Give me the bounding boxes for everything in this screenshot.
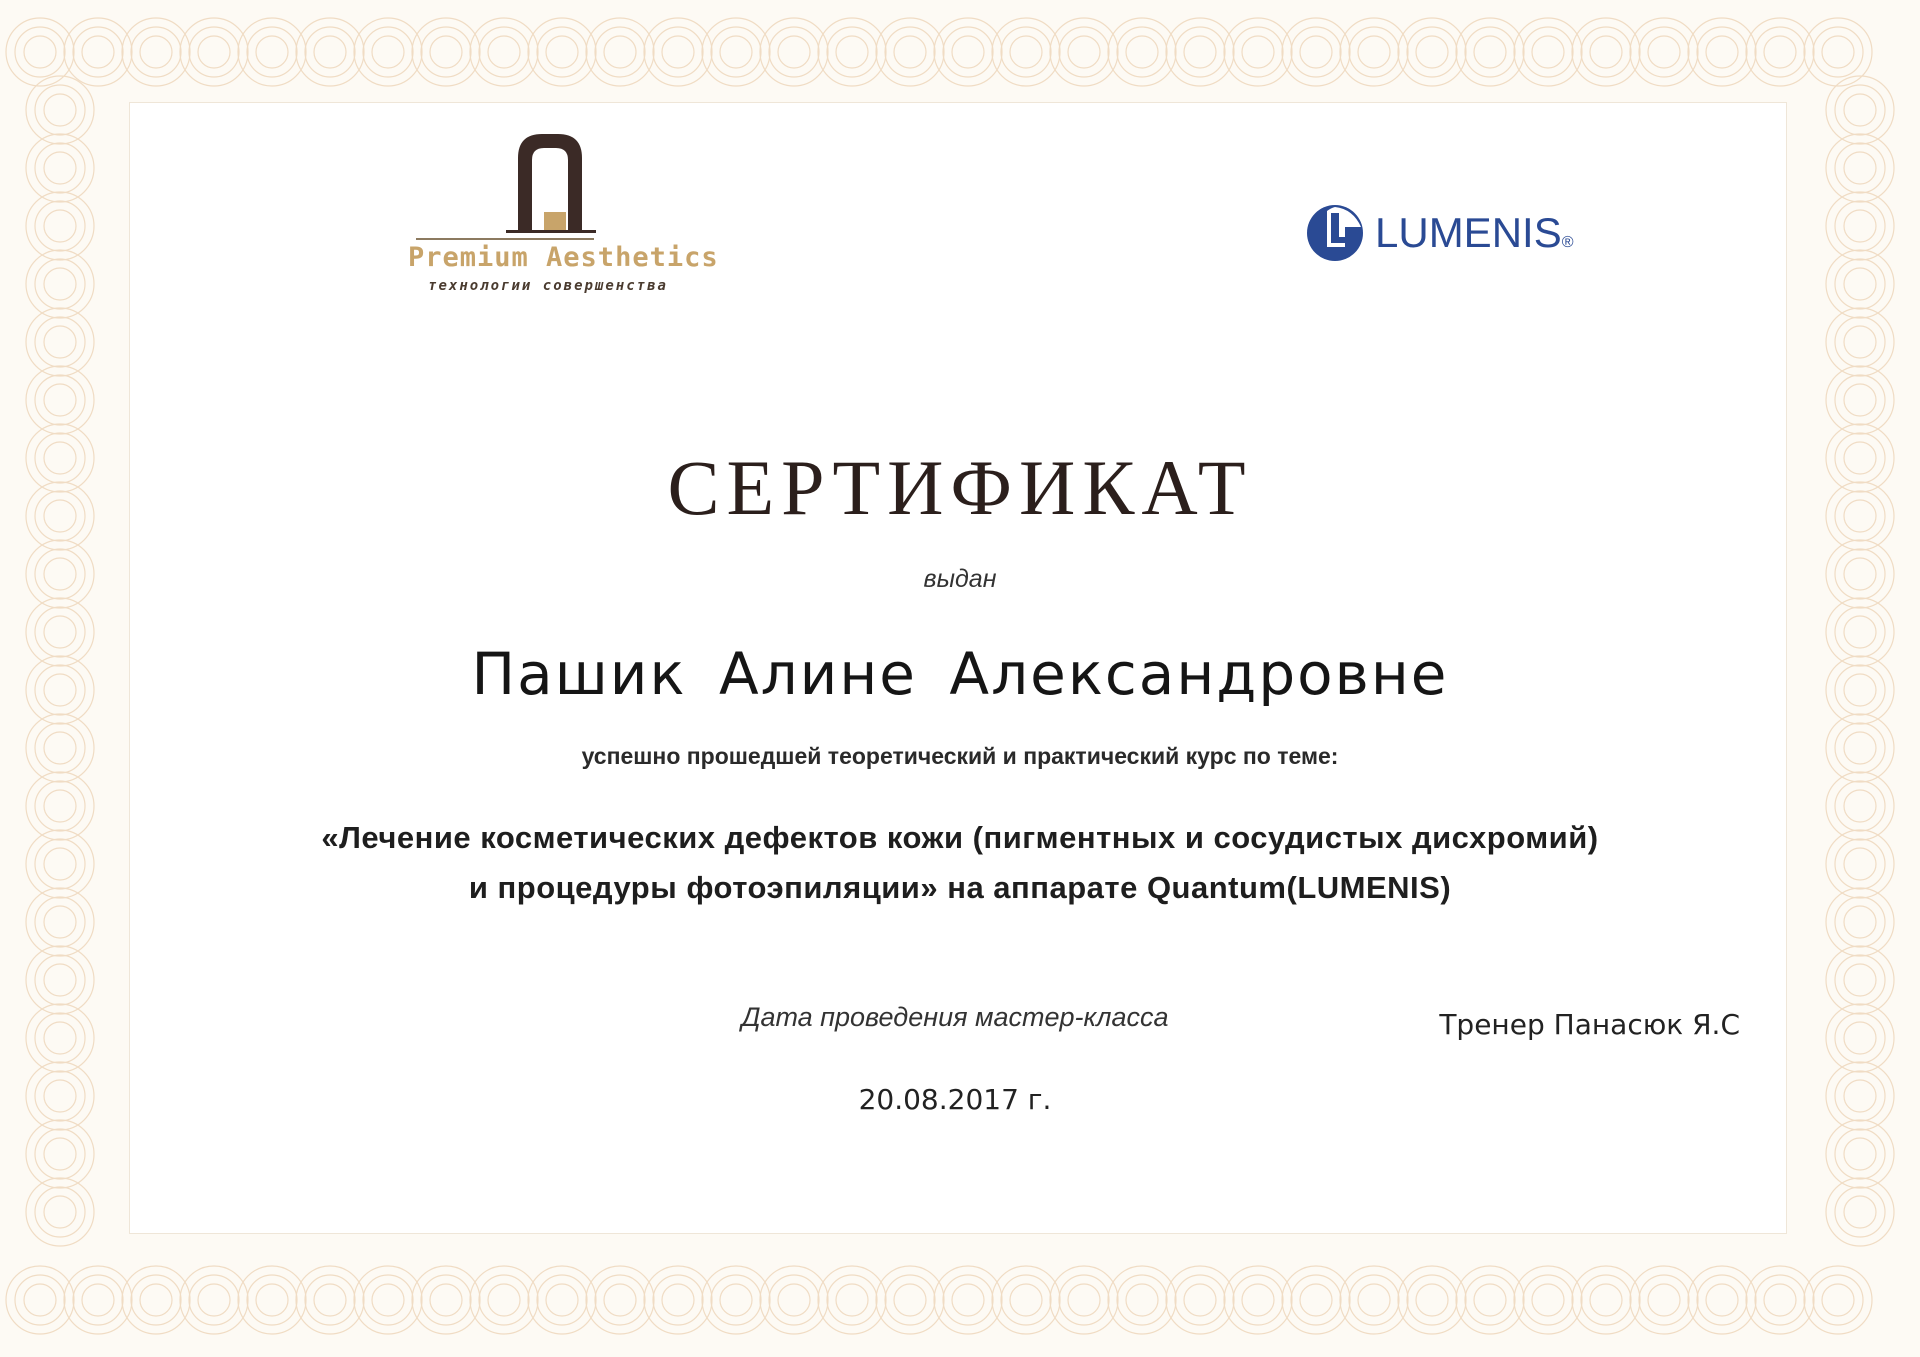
border-ornament xyxy=(82,1284,114,1316)
border-ornament xyxy=(35,317,85,367)
border-ornament xyxy=(35,1071,85,1121)
border-ornament xyxy=(1117,27,1167,77)
border-ornament xyxy=(430,36,462,68)
border-ornament xyxy=(885,27,935,77)
border-ornament xyxy=(1532,36,1564,68)
lumenis-name: LUMENIS xyxy=(1375,209,1562,256)
border-ornament xyxy=(488,36,520,68)
border-ornament xyxy=(1581,27,1631,77)
border-ornament xyxy=(73,1275,123,1325)
border-ornament xyxy=(1059,1275,1109,1325)
border-ornament xyxy=(35,1013,85,1063)
border-ornament xyxy=(943,1275,993,1325)
border-ornament xyxy=(430,1284,462,1316)
border-ornament xyxy=(1068,36,1100,68)
border-ornament xyxy=(44,1080,76,1112)
lumenis-wordmark xyxy=(1375,209,1574,257)
border-ornament xyxy=(1639,27,1689,77)
border-ornament xyxy=(1001,1275,1051,1325)
border-ornament xyxy=(1844,790,1876,822)
border-ornament xyxy=(189,27,239,77)
border-ornament xyxy=(1835,201,1885,251)
border-ornament xyxy=(885,1275,935,1325)
course-topic-line-2: и процедуры фотоэпиляции» на аппарате Quantum(LUMENIS) xyxy=(468,870,1452,905)
border-ornament xyxy=(1835,85,1885,135)
border-ornament xyxy=(35,1187,85,1237)
border-ornament xyxy=(769,27,819,77)
border-ornament xyxy=(1835,1187,1885,1237)
border-ornament xyxy=(1835,317,1885,367)
border-ornament xyxy=(1844,210,1876,242)
border-ornament xyxy=(1697,27,1747,77)
border-ornament xyxy=(1706,1284,1738,1316)
border-ornament xyxy=(1242,1284,1274,1316)
border-ornament xyxy=(894,1284,926,1316)
border-ornament xyxy=(537,1275,587,1325)
border-ornament xyxy=(1844,152,1876,184)
border-ornament xyxy=(35,1129,85,1179)
border-ornament xyxy=(44,94,76,126)
border-ornament xyxy=(1242,36,1274,68)
border-ornament xyxy=(140,36,172,68)
border-ornament xyxy=(1835,1071,1885,1121)
border-ornament xyxy=(479,27,529,77)
border-ornament xyxy=(421,1275,471,1325)
border-ornament xyxy=(1126,1284,1158,1316)
border-ornament xyxy=(44,964,76,996)
border-ornament xyxy=(952,36,984,68)
border-ornament xyxy=(35,375,85,425)
border-ornament xyxy=(1300,36,1332,68)
border-ornament xyxy=(1465,27,1515,77)
border-ornament xyxy=(1474,36,1506,68)
border-ornament xyxy=(131,27,181,77)
border-ornament xyxy=(189,1275,239,1325)
border-ornament xyxy=(1835,375,1885,425)
border-ornament xyxy=(1184,36,1216,68)
border-ornament xyxy=(1844,1022,1876,1054)
border-ornament xyxy=(305,27,355,77)
masterclass-date-label: Дата проведения мастер-класса xyxy=(741,1002,1169,1032)
issued-label: выдан xyxy=(923,565,997,593)
border-ornament xyxy=(1126,36,1158,68)
border-ornament xyxy=(827,1275,877,1325)
recipient-name: Пашик Алине Александровне xyxy=(471,640,1449,708)
border-ornament xyxy=(479,1275,529,1325)
border-ornament xyxy=(662,36,694,68)
border-ornament xyxy=(778,1284,810,1316)
border-ornament xyxy=(1590,1284,1622,1316)
border-ornament xyxy=(1844,906,1876,938)
border-ornament xyxy=(1844,384,1876,416)
border-ornament xyxy=(44,326,76,358)
border-ornament xyxy=(1175,27,1225,77)
border-ornament xyxy=(1648,1284,1680,1316)
premium-aesthetics-tagline: технологии совершенства xyxy=(428,278,668,294)
border-ornament xyxy=(1844,326,1876,358)
border-ornament xyxy=(256,1284,288,1316)
border-ornament xyxy=(314,1284,346,1316)
border-ornament xyxy=(1813,27,1863,77)
border-ornament xyxy=(198,1284,230,1316)
border-ornament xyxy=(35,201,85,251)
border-ornament xyxy=(1835,259,1885,309)
border-ornament xyxy=(894,36,926,68)
border-ornament xyxy=(1523,27,1573,77)
border-ornament xyxy=(1844,268,1876,300)
border-ornament xyxy=(1059,27,1109,77)
course-intro-text: успешно прошедшей теоретический и практический курс по теме: xyxy=(581,743,1339,769)
premium-aesthetics-logo xyxy=(408,130,719,300)
border-ornament xyxy=(15,27,65,77)
border-ornament xyxy=(1349,1275,1399,1325)
border-ornament xyxy=(44,152,76,184)
border-ornament xyxy=(720,36,752,68)
border-ornament xyxy=(1532,1284,1564,1316)
registered-mark: ® xyxy=(1561,234,1574,251)
trainer-name: Тренер Панасюк Я.С xyxy=(1439,1008,1740,1041)
border-ornament xyxy=(1648,36,1680,68)
border-ornament xyxy=(1755,27,1805,77)
border-ornament xyxy=(1835,1129,1885,1179)
border-ornament xyxy=(35,259,85,309)
border-ornament xyxy=(653,1275,703,1325)
border-ornament xyxy=(711,1275,761,1325)
border-ornament xyxy=(256,36,288,68)
border-ornament xyxy=(537,27,587,77)
border-ornament xyxy=(1590,36,1622,68)
border-ornament xyxy=(1349,27,1399,77)
border-ornament xyxy=(952,1284,984,1316)
border-ornament xyxy=(24,36,56,68)
border-ornament xyxy=(1523,1275,1573,1325)
border-ornament xyxy=(1835,955,1885,1005)
border-ornament xyxy=(372,1284,404,1316)
border-ornament xyxy=(1813,1275,1863,1325)
border-ornament xyxy=(363,1275,413,1325)
border-ornament xyxy=(1233,1275,1283,1325)
border-ornament xyxy=(1474,1284,1506,1316)
border-ornament xyxy=(1184,1284,1216,1316)
course-topic-line-1: «Лечение косметических дефектов кожи (пигментных и сосудистых дисхромий) xyxy=(321,820,1599,855)
border-ornament xyxy=(1706,36,1738,68)
border-ornament xyxy=(1844,1138,1876,1170)
border-ornament xyxy=(1358,36,1390,68)
border-ornament xyxy=(546,36,578,68)
border-ornament xyxy=(372,36,404,68)
premium-aesthetics-monogram-icon xyxy=(408,130,688,240)
border-ornament xyxy=(1358,1284,1390,1316)
border-ornament xyxy=(35,143,85,193)
border-ornament xyxy=(604,1284,636,1316)
border-ornament xyxy=(247,1275,297,1325)
border-ornament xyxy=(1764,1284,1796,1316)
border-ornament xyxy=(1291,27,1341,77)
border-ornament xyxy=(1407,27,1457,77)
border-ornament xyxy=(198,36,230,68)
border-ornament xyxy=(421,27,471,77)
border-ornament xyxy=(314,36,346,68)
border-ornament xyxy=(1844,1196,1876,1228)
border-ornament xyxy=(82,36,114,68)
lumenis-logo xyxy=(1305,203,1615,263)
masterclass-date-value: 20.08.2017 г. xyxy=(858,1083,1052,1116)
border-ornament xyxy=(247,27,297,77)
border-ornament xyxy=(73,27,123,77)
border-ornament xyxy=(44,1022,76,1054)
border-ornament xyxy=(363,27,413,77)
border-ornament xyxy=(1416,1284,1448,1316)
border-ornament xyxy=(44,906,76,938)
border-ornament xyxy=(1291,1275,1341,1325)
border-ornament xyxy=(1835,143,1885,193)
border-ornament xyxy=(35,955,85,1005)
border-ornament xyxy=(44,210,76,242)
border-ornament xyxy=(131,1275,181,1325)
border-ornament xyxy=(44,1138,76,1170)
border-ornament xyxy=(44,1196,76,1228)
border-ornament xyxy=(1844,964,1876,996)
border-ornament xyxy=(662,1284,694,1316)
border-ornament xyxy=(1010,1284,1042,1316)
border-ornament xyxy=(305,1275,355,1325)
border-ornament xyxy=(1416,36,1448,68)
border-ornament xyxy=(44,790,76,822)
border-ornament xyxy=(836,1284,868,1316)
border-ornament xyxy=(546,1284,578,1316)
border-ornament xyxy=(1010,36,1042,68)
border-ornament xyxy=(1581,1275,1631,1325)
border-ornament xyxy=(778,36,810,68)
border-ornament xyxy=(1822,36,1854,68)
border-ornament xyxy=(35,85,85,135)
border-ornament xyxy=(1697,1275,1747,1325)
border-ornament xyxy=(1175,1275,1225,1325)
border-ornament xyxy=(604,36,636,68)
border-ornament xyxy=(24,1284,56,1316)
border-ornament xyxy=(1117,1275,1167,1325)
border-ornament xyxy=(720,1284,752,1316)
border-ornament xyxy=(44,268,76,300)
border-ornament xyxy=(1639,1275,1689,1325)
border-ornament xyxy=(595,27,645,77)
border-ornament xyxy=(1835,1013,1885,1063)
border-ornament xyxy=(769,1275,819,1325)
border-ornament xyxy=(653,27,703,77)
border-ornament xyxy=(1755,1275,1805,1325)
border-ornament xyxy=(140,1284,172,1316)
border-ornament xyxy=(1764,36,1796,68)
certificate-title: СЕРТИФИКАТ xyxy=(667,444,1253,531)
border-ornament xyxy=(1844,1080,1876,1112)
border-ornament xyxy=(827,27,877,77)
lumenis-l-icon xyxy=(1305,203,1365,263)
border-ornament xyxy=(44,384,76,416)
border-ornament xyxy=(488,1284,520,1316)
border-ornament xyxy=(1233,27,1283,77)
border-ornament xyxy=(1407,1275,1457,1325)
border-ornament xyxy=(1001,27,1051,77)
border-ornament xyxy=(15,1275,65,1325)
border-ornament xyxy=(836,36,868,68)
premium-aesthetics-name: Premium Aesthetics xyxy=(408,242,719,273)
border-ornament xyxy=(1822,1284,1854,1316)
border-ornament xyxy=(1068,1284,1100,1316)
border-ornament xyxy=(1465,1275,1515,1325)
border-ornament xyxy=(595,1275,645,1325)
border-ornament xyxy=(1844,94,1876,126)
border-ornament xyxy=(943,27,993,77)
border-ornament xyxy=(1300,1284,1332,1316)
border-ornament xyxy=(711,27,761,77)
